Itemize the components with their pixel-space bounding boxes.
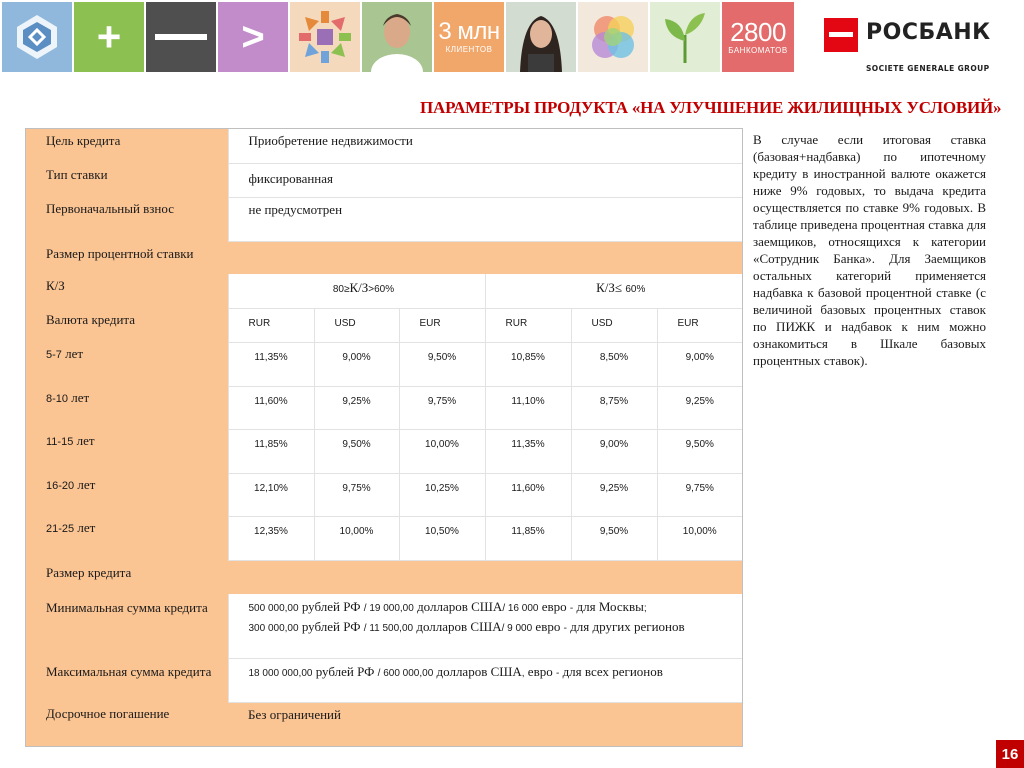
rate-cell: 11,35% bbox=[485, 429, 571, 473]
minus-icon bbox=[151, 31, 211, 43]
rate-cell: 9,75% bbox=[399, 386, 485, 429]
rate-cell: 9,75% bbox=[314, 473, 399, 516]
banner-tile-plus bbox=[74, 2, 144, 72]
currency-label: Валюта кредита bbox=[26, 308, 228, 342]
page-title: ПАРАМЕТРЫ ПРОДУКТА «НА УЛУЧШЕНИЕ ЖИЛИЩНЫХ УСЛОВИЙ» bbox=[420, 98, 1002, 117]
rate-cell: 10,50% bbox=[399, 516, 485, 560]
rate-row bbox=[26, 342, 742, 386]
term-label: 21-25 лет bbox=[26, 516, 228, 560]
rate-cell: 8,50% bbox=[571, 342, 657, 386]
max-amount-value: 18 000 000,00 рублей РФ / 600 000,00 долларов США, евро - для всех регионов bbox=[228, 658, 742, 702]
sprout-icon bbox=[655, 7, 715, 67]
product-parameters-table bbox=[25, 128, 743, 747]
currency-col: EUR bbox=[399, 308, 485, 342]
currency-col: USD bbox=[571, 308, 657, 342]
rate-cell: 9,50% bbox=[399, 342, 485, 386]
banner-tile-atms bbox=[722, 2, 794, 72]
banner-tile-sprout bbox=[650, 2, 720, 72]
rate-cell: 11,85% bbox=[485, 516, 571, 560]
rate-cell: 9,00% bbox=[657, 342, 742, 386]
banner-tile-arrows bbox=[290, 2, 360, 72]
clients-label: КЛИЕНТОВ bbox=[445, 45, 493, 54]
side-note: В случае если итоговая ставка (базовая+надбавка) по ипотечному кредиту в иностранной валюте окажется ниже 9% годовых, то выдача кредита осуществляется по ставке 9% годовых. В таблице приведена процентная ставка для заемщиков, относящихся к категории «Сотрудник Банка». Для Заемщиков остальных категорий применяется надбавка к базовой процентной ставке (с величиной базовых процентных ставок по ПИЖК и надбавок к ним можно ознакомиться в Шкале базовых процентных ставок). bbox=[753, 132, 986, 368]
currency-col: RUR bbox=[228, 308, 314, 342]
min-amount-label: Минимальная сумма кредита bbox=[26, 594, 228, 658]
rate-cell: 12,10% bbox=[228, 473, 314, 516]
early-repayment-value: Без ограничений bbox=[228, 702, 742, 746]
term-label: 16-20 лет bbox=[26, 473, 228, 516]
rate-row bbox=[26, 386, 742, 429]
rate-cell: 11,85% bbox=[228, 429, 314, 473]
term-label: 11-15 лет bbox=[26, 429, 228, 473]
goal-value: Приобретение недвижимости bbox=[228, 129, 742, 163]
row-currency bbox=[26, 308, 742, 342]
rate-cell: 9,25% bbox=[314, 386, 399, 429]
early-repayment-label: Досрочное погашение bbox=[26, 702, 228, 746]
ltv-group-2: К/З≤ 60% bbox=[485, 274, 742, 308]
term-label: 8-10 лет bbox=[26, 386, 228, 429]
rate-cell: 9,00% bbox=[571, 429, 657, 473]
ltv-label: К/З bbox=[26, 274, 228, 308]
rate-cell: 9,25% bbox=[657, 386, 742, 429]
banner-photo-man bbox=[362, 2, 432, 72]
banner-tile-shield bbox=[2, 2, 72, 72]
row-rate-section bbox=[26, 241, 742, 274]
plus-icon: + bbox=[96, 13, 122, 60]
shield-icon bbox=[13, 13, 61, 61]
banner-tile-circles bbox=[578, 2, 648, 72]
banner-tile-clients bbox=[434, 2, 504, 72]
down-payment-value: не предусмотрен bbox=[228, 197, 742, 241]
man-portrait-icon bbox=[362, 2, 432, 72]
rate-row bbox=[26, 473, 742, 516]
rate-cell: 11,60% bbox=[228, 386, 314, 429]
row-rate-type bbox=[26, 163, 742, 197]
rate-section-header: Размер процентной ставки bbox=[26, 241, 742, 274]
goal-label: Цель кредита bbox=[26, 129, 228, 163]
rate-cell: 10,00% bbox=[657, 516, 742, 560]
row-size-section bbox=[26, 560, 742, 594]
down-payment-label: Первоначальный взнос bbox=[26, 197, 228, 241]
rate-cell: 9,50% bbox=[314, 429, 399, 473]
max-amount-label: Максимальная сумма кредита bbox=[26, 658, 228, 702]
rate-type-value: фиксированная bbox=[228, 163, 742, 197]
color-circles-icon bbox=[583, 7, 643, 67]
rate-type-label: Тип ставки bbox=[26, 163, 228, 197]
min-amount-moscow: 500 000,00 рублей РФ / 19 000,00 долларов США/ 16 000 евро - для Москвы; bbox=[248, 599, 647, 614]
woman-portrait-icon bbox=[506, 2, 576, 72]
size-section-header: Размер кредита bbox=[26, 560, 742, 594]
ltv-group-1: 80≥К/З>60% bbox=[228, 274, 485, 308]
rate-cell: 9,00% bbox=[314, 342, 399, 386]
rate-cell: 10,00% bbox=[314, 516, 399, 560]
row-early-repayment bbox=[26, 702, 742, 746]
rate-cell: 9,75% bbox=[657, 473, 742, 516]
banner-tile-minus bbox=[146, 2, 216, 72]
rate-cell: 10,00% bbox=[399, 429, 485, 473]
banner-tile-greater bbox=[218, 2, 288, 72]
term-label: 5-7 лет bbox=[26, 342, 228, 386]
currency-col: USD bbox=[314, 308, 399, 342]
atms-count: 2800 bbox=[730, 17, 786, 47]
rate-cell: 10,85% bbox=[485, 342, 571, 386]
row-max-amount bbox=[26, 658, 742, 702]
greater-icon: > bbox=[241, 15, 265, 59]
rate-row bbox=[26, 429, 742, 473]
currency-col: EUR bbox=[657, 308, 742, 342]
rosbank-logo bbox=[822, 16, 1002, 76]
min-amount-value bbox=[228, 594, 742, 658]
min-amount-regions: 300 000,00 рублей РФ / 11 500,00 долларов США/ 9 000 евро - для других регионов bbox=[248, 619, 685, 634]
rate-cell: 10,25% bbox=[399, 473, 485, 516]
banner-photo-woman bbox=[506, 2, 576, 72]
logo-name: РОСБАНК bbox=[866, 20, 991, 45]
rate-cell: 12,35% bbox=[228, 516, 314, 560]
arrows-pattern-icon bbox=[295, 7, 355, 67]
rate-cell: 9,50% bbox=[657, 429, 742, 473]
header-banner bbox=[0, 0, 800, 74]
rate-cell: 8,75% bbox=[571, 386, 657, 429]
row-min-amount bbox=[26, 594, 742, 658]
rate-cell: 9,50% bbox=[571, 516, 657, 560]
atms-label: БАНКОМАТОВ bbox=[728, 46, 788, 55]
clients-count: 3 млн bbox=[438, 18, 500, 45]
rate-cell: 9,25% bbox=[571, 473, 657, 516]
rate-cell: 11,10% bbox=[485, 386, 571, 429]
rate-row bbox=[26, 516, 742, 560]
row-down-payment bbox=[26, 197, 742, 241]
rosbank-logo-icon bbox=[824, 18, 858, 52]
row-goal bbox=[26, 129, 742, 163]
page-number: 16 bbox=[996, 740, 1024, 768]
rate-cell: 11,35% bbox=[228, 342, 314, 386]
row-ltv bbox=[26, 274, 742, 308]
rate-cell: 11,60% bbox=[485, 473, 571, 516]
logo-subtitle: SOCIETE GENERALE GROUP bbox=[866, 64, 990, 73]
currency-col: RUR bbox=[485, 308, 571, 342]
